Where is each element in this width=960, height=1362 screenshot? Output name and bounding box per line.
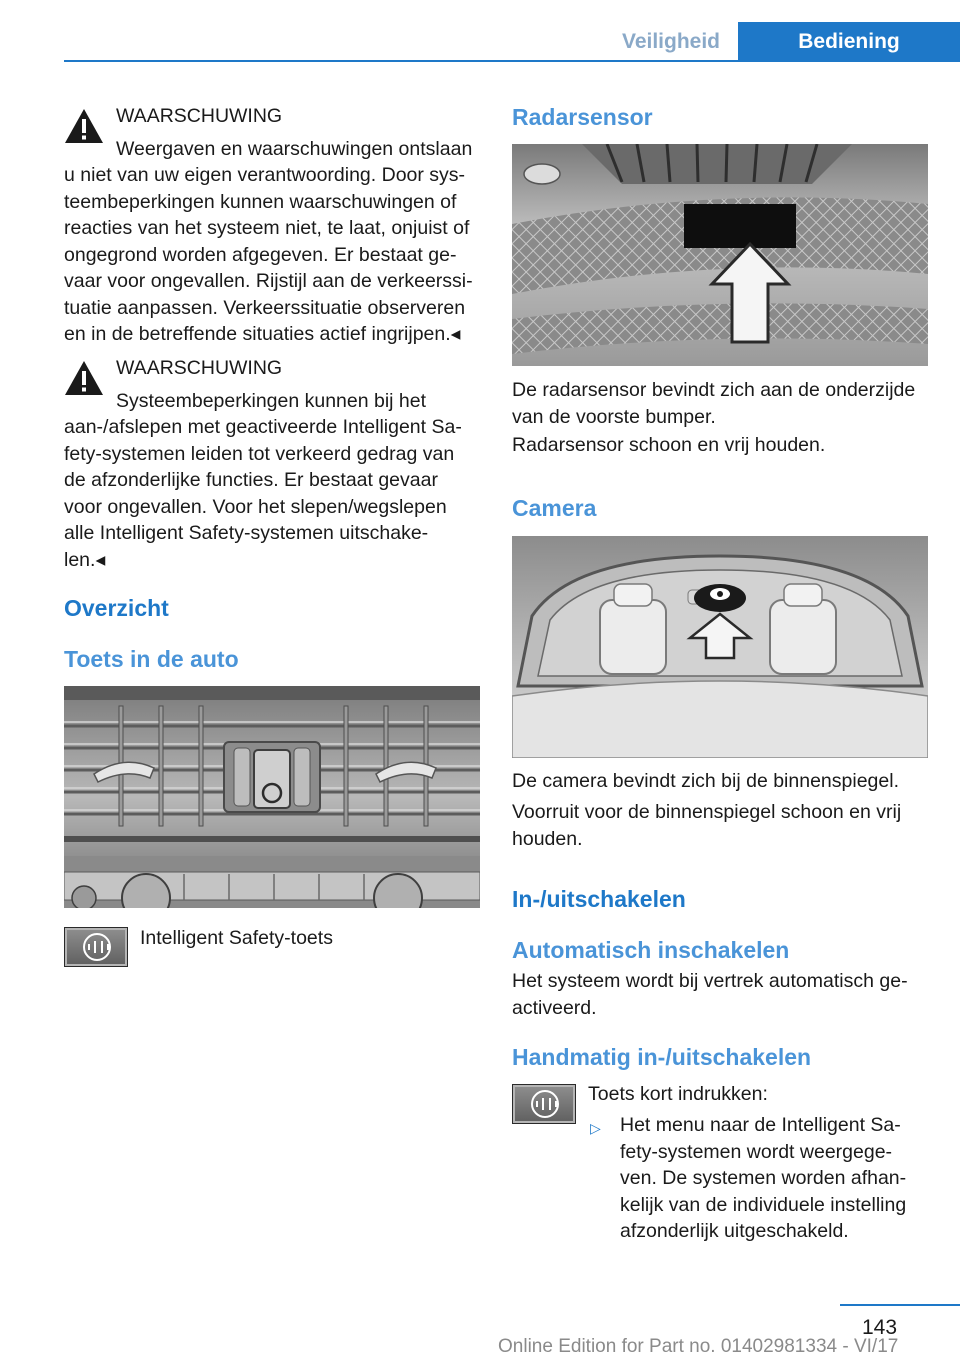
heading-handmatig: Handmatig in-/uitschakelen <box>512 1044 812 1070</box>
camera-photo <box>512 536 928 758</box>
warning-1-body: u niet van uw eigen verantwoording. Door sys- teembeperkingen kunnen waarschuwingen of reacties van het systeem niet, te laat, onjuist of ongegrond worden afgegeven. Er bestaat ge- vaar voor ongevallen. Rijstijl aan de verkeerssi- tuatie aanpassen. Verkeerssituatie observeren en in de betreffende situaties actief ingrijpen.◂ <box>64 164 473 345</box>
header-tab-bediening[interactable]: Bediening <box>738 22 960 62</box>
auto-description: Het systeem wordt bij vertrek automatisch ge- activeerd. <box>512 970 908 1019</box>
heading-overzicht: Overzicht <box>64 595 169 621</box>
radar-note: Radarsensor schoon en vrij houden. <box>512 434 826 456</box>
bullet-text: Het menu naar de Intelligent Sa- fety-systemen wordt weergege- ven. De systemen worden afhan- kelijk van de individuele instelling afzonderlijk uitgeschakeld. <box>620 1114 907 1242</box>
header-rule <box>64 60 960 62</box>
manual-intro: Toets kort indrukken: <box>588 1083 768 1105</box>
heading-radarsensor: Radarsensor <box>512 104 653 130</box>
warning-1-first-line: Weergaven en waarschuwingen ontslaan <box>116 138 473 160</box>
footer-rule <box>840 1304 960 1306</box>
camera-description: De camera bevindt zich bij de binnenspiegel. <box>512 770 899 792</box>
intelligent-safety-button-icon <box>64 927 128 967</box>
header-tab-veiligheid[interactable]: Veiligheid <box>621 30 721 53</box>
warning-triangle-icon <box>64 108 104 144</box>
dashboard-button-photo <box>64 686 480 908</box>
key-caption: Intelligent Safety-toets <box>140 927 333 949</box>
heading-camera: Camera <box>512 495 597 521</box>
intelligent-safety-button-icon <box>512 1084 576 1124</box>
warning-1-title: WAARSCHUWING <box>116 105 283 127</box>
warning-2-first-line: Systeembeperkingen kunnen bij het <box>116 390 427 412</box>
warning-triangle-icon <box>64 360 104 396</box>
bullet-triangle-icon: ▷ <box>590 1120 601 1136</box>
camera-note: Voorruit voor de binnenspiegel schoon en vrij houden. <box>512 801 902 850</box>
radar-description: De radarsensor bevindt zich aan de onderzijde van de voorste bumper. <box>512 379 916 428</box>
footer-edition: Online Edition for Part no. 01402981334 - VI/17 <box>498 1336 899 1357</box>
radar-sensor-photo <box>512 144 928 366</box>
heading-toets-in-de-auto: Toets in de auto <box>64 646 239 672</box>
page-number: 143 <box>862 1316 898 1339</box>
heading-automatisch-inschakelen: Automatisch inschakelen <box>512 937 790 963</box>
heading-in-uitschakelen: In-/uitschakelen <box>512 886 686 912</box>
warning-2-title: WAARSCHUWING <box>116 357 283 379</box>
warning-2-body: aan-/afslepen met geactiveerde Intelligent Sa- fety-systemen leiden tot verkeerd gedrag van de afzonderlijke functies. Er bestaat gevaar voor ongevallen. Voor het slepen/wegslepen alle Intelligent Safety-systemen uitschake- len.◂ <box>64 416 462 571</box>
